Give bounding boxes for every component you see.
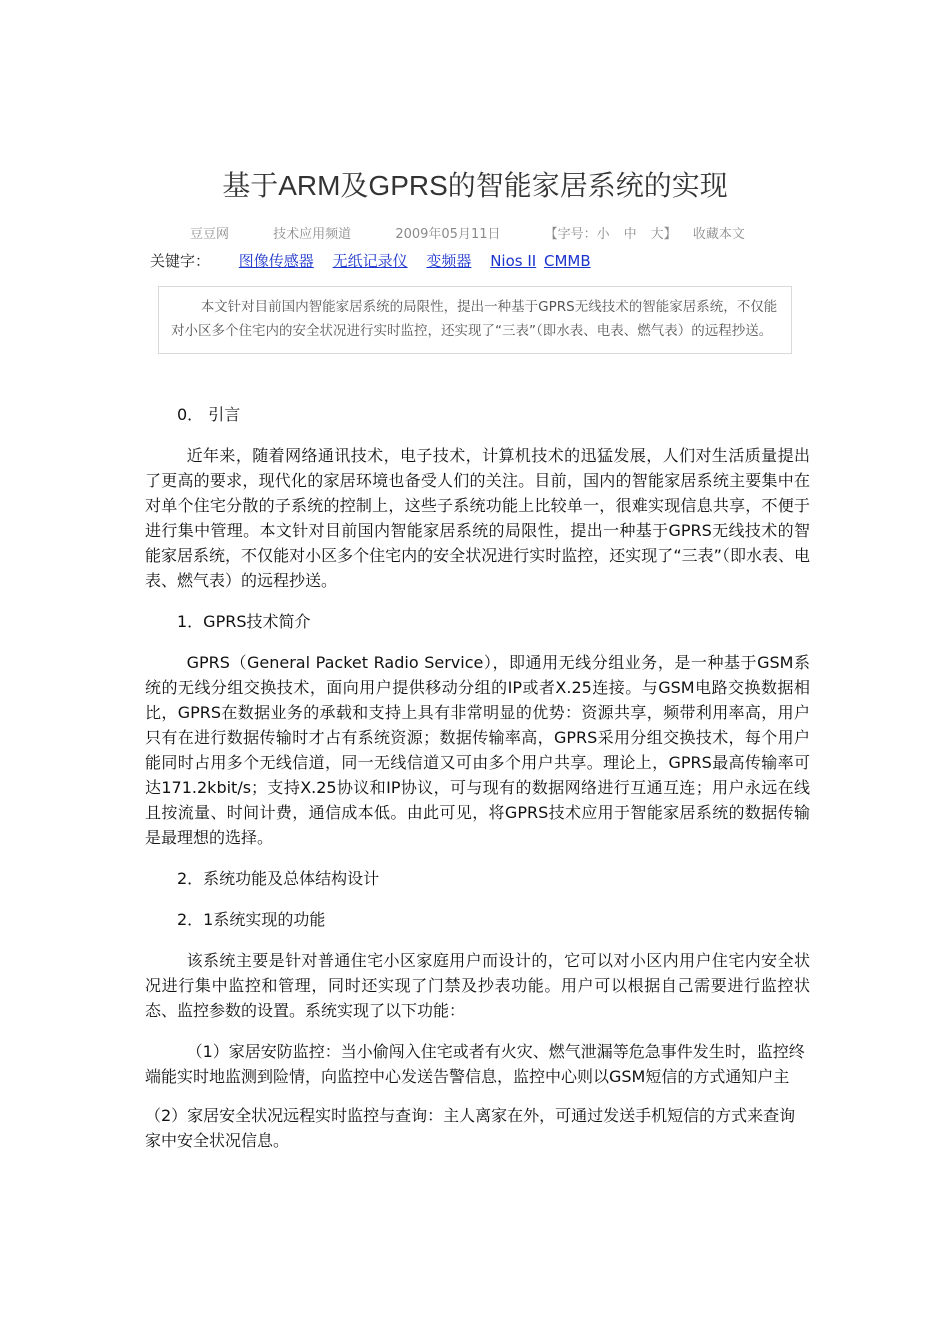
- font-size-control: [545, 227, 681, 242]
- keywords-label: 关键字：: [150, 252, 211, 270]
- font-large-button[interactable]: 大】: [650, 227, 677, 242]
- abstract-box: [158, 286, 792, 354]
- section-heading-intro: 0． 引言: [177, 405, 241, 424]
- list-item-security-monitoring: （1）家居安防监控：当小偷闯入住宅或者有火灾、燃气泄漏等危急事件发生时，监控终端能实时地监测到险情，向监控中心发送告警信息，监控中心则以GSM短信的方式通知户主: [145, 1042, 805, 1086]
- font-medium-button[interactable]: 中: [623, 227, 637, 242]
- paragraph-functions: 该系统主要是针对普通住宅小区家庭用户而设计的，它可以对小区内用户住宅内安全状况进行集中监控和管理，同时还实现了门禁及抄表功能。用户可以根据自己需要进行监控状态、监控参数的设置。系统实现了以下功能：: [145, 951, 810, 1020]
- paragraph-gprs: GPRS（General Packet Radio Service），即通用无线分组业务，是一种基于GSM系统的无线分组交换技术，面向用户提供移动分组的IP或者X.25连接。与GSM电路交换数据相比，GPRS在数据业务的承载和支持上具有非常明显的优势：资源共享，频带利用率高，用户只有在进行数据传输时才占有系统资源；数据传输率高，GPRS采用分组交换技术，每个用户能同时占用多个无线信道，同一无线信道又可由多个用户共享。理论上，GPRS最高传输率可达171.2kbit/s；支持X.25协议和IP协议，可与现有的数据网络进行互通互连；用户永远在线且按流量、时间计费，通信成本低。由此可见，将GPRS技术应用于智能家居系统的数据传输是最理想的选择。: [145, 653, 810, 847]
- article-meta: [190, 225, 830, 245]
- section-heading-gprs: 1．GPRS技术简介: [177, 612, 311, 631]
- font-size-label: 【字号：: [544, 227, 597, 242]
- favorite-link[interactable]: 收藏本文: [692, 227, 745, 242]
- paragraph-intro: 近年来，随着网络通讯技术，电子技术，计算机技术的迅猛发展，人们对生活质量提出了更高的要求，现代化的家居环境也备受人们的关注。目前，国内的智能家居系统主要集中在对单个住宅分散的子系统的控制上，这些子系统功能上比较单一，很难实现信息共享，不便于进行集中管理。本文针对目前国内智能家居系统的局限性，提出一种基于GPRS无线技术的智能家居系统，不仅能对小区多个住宅内的安全状况进行实时监控，还实现了“三表”（即水表、电表、燃气表）的远程抄送。: [145, 446, 810, 590]
- source-label: 豆豆网: [190, 227, 230, 242]
- list-item-remote-query: （2）家居安全状况远程实时监控与查询：主人离家在外，可通过发送手机短信的方式来查询家中安全状况信息。: [145, 1106, 796, 1150]
- keywords-row: [150, 250, 810, 272]
- article-body: [145, 402, 810, 1167]
- abstract-text: 本文针对目前国内智能家居系统的局限性，提出一种基于GPRS无线技术的智能家居系统，不仅能对小区多个住宅内的安全状况进行实时监控，还实现了“三表”（即水表、电表、燃气表）的远程抄送。: [171, 299, 778, 339]
- publish-date: 2009年05月11日: [395, 227, 501, 242]
- keyword-link-paperless-recorder[interactable]: 无纸记录仪: [332, 252, 408, 270]
- channel-link[interactable]: 技术应用频道: [273, 227, 352, 242]
- section-heading-system-design: 2．系统功能及总体结构设计: [177, 869, 380, 888]
- font-small-button[interactable]: 小: [596, 227, 610, 242]
- keyword-link-cmmb[interactable]: CMMB: [543, 252, 591, 270]
- subsection-heading-functions: 2．1系统实现的功能: [177, 910, 326, 929]
- keyword-link-nios-ii[interactable]: Nios II: [490, 252, 537, 270]
- article-title: 基于ARM及GPRS的智能家居系统的实现: [222, 170, 728, 201]
- keyword-link-image-sensor[interactable]: 图像传感器: [238, 252, 314, 270]
- keyword-link-inverter[interactable]: 变频器: [426, 252, 472, 270]
